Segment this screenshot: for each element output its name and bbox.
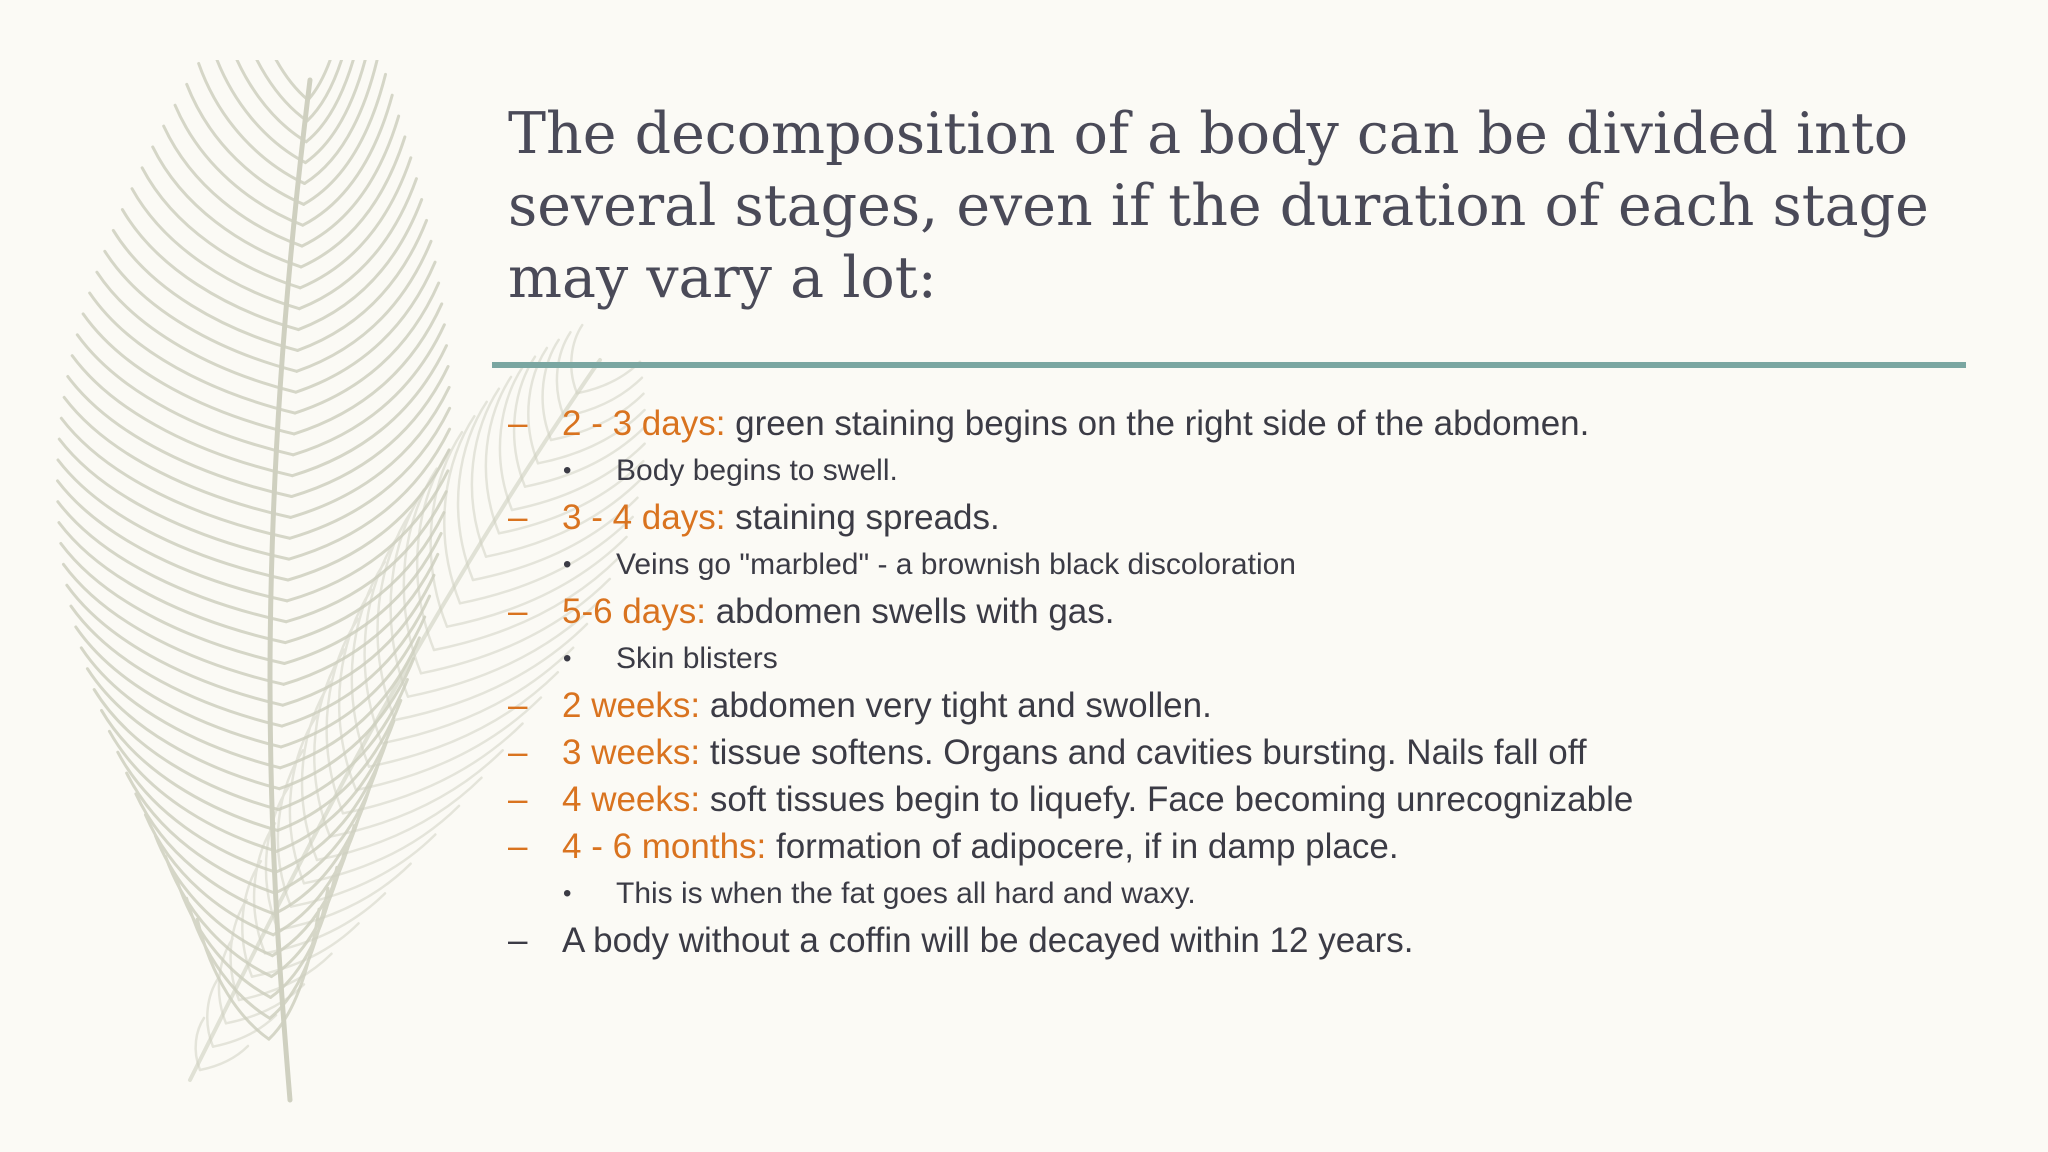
dash-marker: –: [508, 498, 528, 537]
dash-marker: –: [508, 827, 528, 866]
dash-marker: –: [508, 686, 528, 725]
list-item: – 4 weeks: soft tissues begin to liquefy. Face becoming unrecognizable: [508, 776, 1948, 823]
bullet-marker: •: [563, 645, 572, 672]
list-item: – 2 - 3 days: green staining begins on the right side of the abdomen.: [508, 400, 1948, 447]
sub-list-item: • Veins go "marbled" - a brownish black discoloration: [508, 541, 1948, 588]
title-divider: [492, 362, 1966, 368]
list-item: – 3 weeks: tissue softens. Organs and cavities bursting. Nails fall off: [508, 729, 1948, 776]
bullet-marker: •: [563, 880, 572, 907]
dash-marker: –: [508, 404, 528, 443]
dash-marker: –: [508, 921, 528, 960]
dash-marker: –: [508, 733, 528, 772]
stage-list: [508, 400, 1948, 964]
bullet-marker: •: [563, 551, 572, 578]
dash-marker: –: [508, 780, 528, 819]
dash-marker: –: [508, 592, 528, 631]
sub-list-item: • This is when the fat goes all hard and waxy.: [508, 870, 1948, 917]
list-item: – 5-6 days: abdomen swells with gas.: [508, 588, 1948, 635]
sub-list-item: • Body begins to swell.: [508, 447, 1948, 494]
slide-title: The decomposition of a body can be divided into several stages, even if the duration of each stage may vary a lot:: [508, 101, 1929, 311]
list-item: – 4 - 6 months: formation of adipocere, if in damp place.: [508, 823, 1948, 870]
bullet-marker: •: [563, 457, 572, 484]
list-item: – 3 - 4 days: staining spreads.: [508, 494, 1948, 541]
list-item: – A body without a coffin will be decayed within 12 years.: [508, 917, 1948, 964]
list-item: – 2 weeks: abdomen very tight and swollen.: [508, 682, 1948, 729]
sub-list-item: • Skin blisters: [508, 635, 1948, 682]
